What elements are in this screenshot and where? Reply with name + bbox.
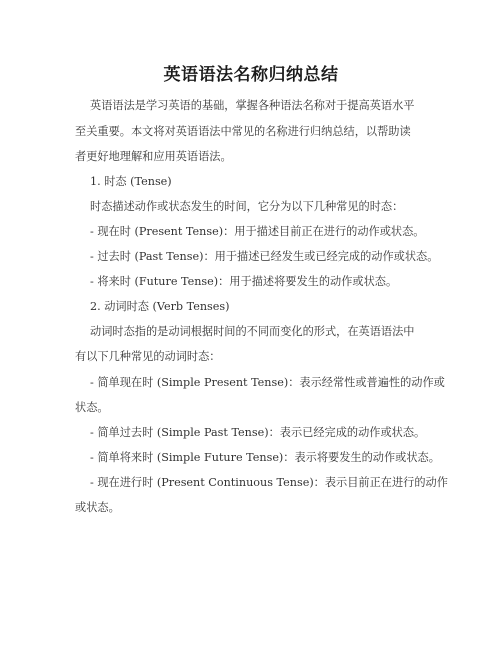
paragraph-line: 时态描述动作或状态发生的时间，它分为以下几种常见的时态： (90, 200, 404, 213)
intro-line-2: 至关重要。本文将对英语语法中常见的名称进行归纳总结，以帮助读 (75, 125, 411, 138)
list-item-simple-past: - 简单过去时 (Simple Past Tense)：表示已经完成的动作或状态。 (90, 426, 426, 439)
list-item-simple-present: - 简单现在时 (Simple Present Tense)：表示经常性或普遍性的动作或 (90, 376, 445, 389)
paragraph-line: 有以下几种常见的动词时态： (75, 350, 221, 363)
intro-line-3: 者更好地理解和应用英语语法。 (75, 150, 232, 163)
list-item-continuation: 状态。 (75, 401, 109, 414)
list-item-future-tense: - 将来时 (Future Tense)：用于描述将要发生的动作或状态。 (90, 275, 398, 288)
list-item-simple-future: - 简单将来时 (Simple Future Tense)：表示将要发生的动作或状态。 (90, 451, 440, 464)
section-heading-verb-tenses: 2. 动词时态 (Verb Tenses) (90, 300, 230, 313)
list-item-present-continuous: - 现在进行时 (Present Continuous Tense)：表示目前正在进行的动作 (90, 476, 448, 489)
paragraph-line: 动词时态指的是动词根据时间的不同而变化的形式，在英语语法中 (90, 325, 415, 338)
list-item-continuation: 或状态。 (75, 501, 120, 514)
section-heading-tense: 1. 时态 (Tense) (90, 175, 172, 188)
list-item-past-tense: - 过去时 (Past Tense)：用于描述已经发生或已经完成的动作或状态。 (90, 250, 439, 263)
document-title: 英语语法名称归纳总结 (163, 65, 339, 85)
intro-line-1: 英语语法是学习英语的基础，掌握各种语法名称对于提高英语水平 (90, 99, 415, 112)
list-item-present-tense: - 现在时 (Present Tense)：用于描述目前正在进行的动作或状态。 (90, 225, 425, 238)
